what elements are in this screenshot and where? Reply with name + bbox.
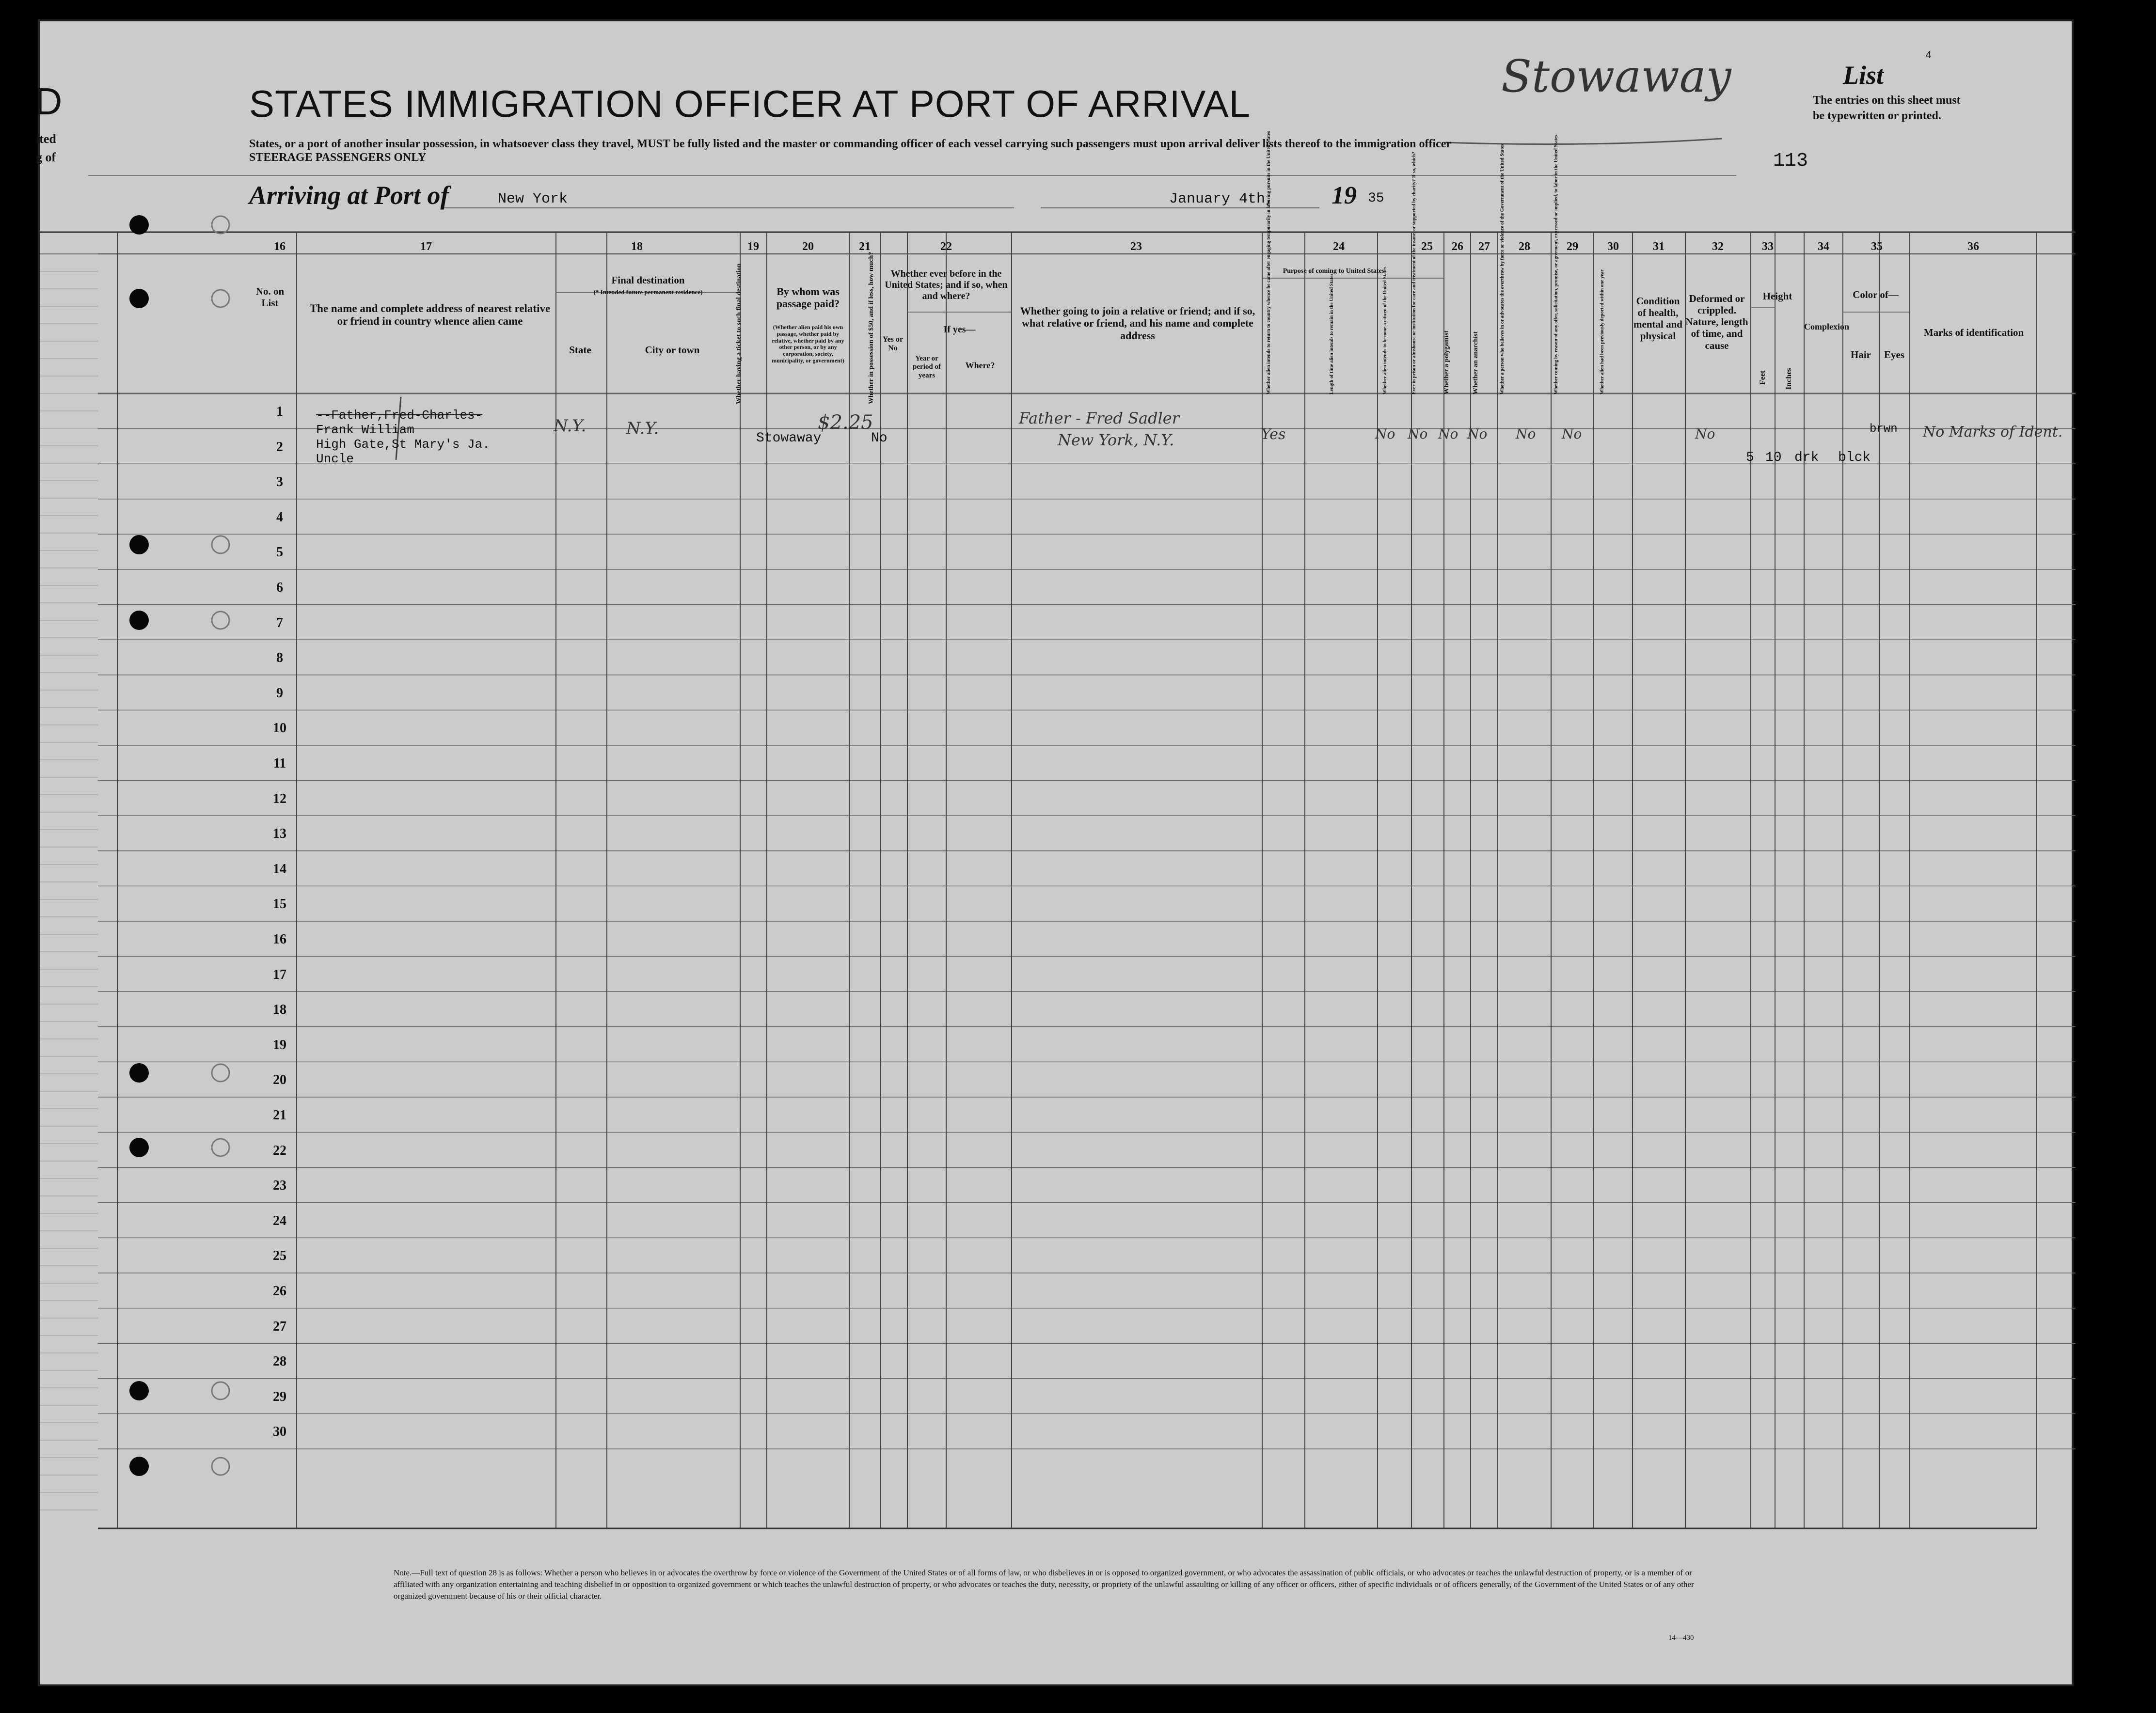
col24c-header: Whether alien intends to become a citizen of the United States bbox=[1382, 267, 1388, 394]
col19-header: Whether having a ticket to such final destination bbox=[735, 263, 743, 404]
col20-note: (Whether alien paid his own passage, whether paid by relative, whether paid by any other person, or by any corporation, society, municipality, or government) bbox=[772, 324, 844, 364]
relative-relation: Uncle bbox=[316, 452, 354, 466]
row-number: 26 bbox=[273, 1284, 286, 1299]
year-suffix: 35 bbox=[1368, 191, 1384, 206]
purpose-value: Yes bbox=[1261, 426, 1286, 443]
form-title: STATES IMMIGRATION OFFICER AT PORT OF ARRIVAL bbox=[249, 82, 1251, 125]
port-value: New York bbox=[498, 191, 568, 207]
col31-header: Condition of health, mental and physical bbox=[1633, 295, 1682, 342]
row-number: 7 bbox=[276, 615, 283, 630]
punch-hole bbox=[129, 1457, 149, 1476]
col22-header: Whether ever before in the United States; and if so, when and where? bbox=[885, 268, 1008, 301]
relative-name: Frank William bbox=[316, 423, 414, 437]
entries-note-1: The entries on this sheet must bbox=[1813, 94, 1961, 107]
col18-city: City or town bbox=[645, 344, 700, 356]
hole-reinforcement bbox=[212, 612, 229, 629]
edge-fragment-2: g of bbox=[36, 150, 56, 164]
hole-reinforcement bbox=[212, 1139, 229, 1156]
c25-value: No bbox=[1375, 426, 1395, 442]
col18-state: State bbox=[569, 344, 591, 356]
hair-value: blck bbox=[1838, 450, 1871, 465]
row-number: 15 bbox=[273, 896, 286, 912]
column-number: 29 bbox=[1567, 240, 1578, 253]
punch-hole bbox=[129, 535, 149, 554]
col22-where: Where? bbox=[965, 361, 995, 370]
punch-hole bbox=[129, 289, 149, 308]
column-number: 16 bbox=[274, 240, 285, 253]
row-number: 14 bbox=[273, 861, 286, 877]
row-number: 5 bbox=[276, 545, 283, 560]
col22-ifyes: If yes— bbox=[943, 324, 976, 335]
col33-header: Height bbox=[1762, 290, 1792, 302]
col16-header: No. on List bbox=[255, 285, 285, 309]
column-number: 33 bbox=[1762, 240, 1774, 253]
steerage-label: STEERAGE PASSENGERS ONLY bbox=[249, 151, 427, 164]
hole-reinforcement bbox=[212, 1064, 229, 1082]
handwritten-underline bbox=[1445, 139, 1722, 144]
column-number: 31 bbox=[1653, 240, 1665, 253]
row-number: 23 bbox=[273, 1178, 286, 1194]
edge-fragment-1: ited bbox=[36, 132, 56, 146]
column-number: 36 bbox=[1967, 240, 1979, 253]
col35-header: Color of— bbox=[1853, 289, 1899, 300]
column-number: 26 bbox=[1452, 240, 1463, 253]
punch-hole bbox=[129, 215, 149, 235]
column-number: 22 bbox=[940, 240, 952, 253]
row-number: 10 bbox=[273, 721, 286, 736]
instruction-line: States, or a port of another insular possession, in whatsoever class they travel, MUST be fully listed and the master or commanding officer of each vessel carrying such passengers must upon arrival deliver lists thereof to the immigration officer bbox=[249, 138, 1452, 150]
list-number: 4 bbox=[1925, 49, 1932, 62]
row-number: 13 bbox=[273, 826, 286, 842]
money-value: $2.25 bbox=[818, 411, 873, 434]
ever-before-value: No bbox=[871, 431, 888, 446]
hole-reinforcement bbox=[212, 1458, 229, 1475]
row-number: 9 bbox=[276, 685, 283, 701]
column-number: 34 bbox=[1818, 240, 1829, 253]
punch-hole bbox=[129, 1063, 149, 1083]
row-number: 24 bbox=[273, 1213, 286, 1228]
column-number: 28 bbox=[1519, 240, 1530, 253]
col26-header: Whether a polygamist bbox=[1443, 330, 1450, 394]
dest-state: N.Y. bbox=[554, 416, 587, 436]
column-number: 24 bbox=[1333, 240, 1345, 253]
c30-value: No bbox=[1562, 426, 1582, 442]
row-number: 8 bbox=[276, 650, 283, 666]
relative-address: High Gate,St Mary's Ja. bbox=[316, 437, 490, 452]
row-number: 11 bbox=[273, 756, 286, 771]
column-number: 30 bbox=[1607, 240, 1619, 253]
col32-header: Deformed or crippled. Nature, length of time, and cause bbox=[1685, 293, 1748, 351]
row-number: 4 bbox=[276, 509, 283, 525]
row-number: 12 bbox=[273, 791, 286, 806]
col25-header: Ever in prison or almshouse or institution for care and treatment of the insane, or supported by charity? If so, which? bbox=[1411, 152, 1417, 394]
join-value: Father - Fred Sadler bbox=[1019, 409, 1180, 427]
row-number: 6 bbox=[276, 580, 283, 595]
complexion-value: drk bbox=[1794, 450, 1819, 465]
c32-value: No bbox=[1695, 426, 1715, 442]
row-number: 28 bbox=[273, 1354, 286, 1369]
col36-header: Marks of identification bbox=[1923, 327, 2024, 338]
height-feet: 5 bbox=[1746, 450, 1754, 465]
list-label: List bbox=[1843, 61, 1884, 90]
row-number: 2 bbox=[276, 439, 283, 455]
binder-holes bbox=[40, 21, 2076, 1688]
manifest-sheet bbox=[35, 19, 2074, 1686]
column-number: 32 bbox=[1712, 240, 1724, 253]
c26-value: No bbox=[1408, 426, 1428, 442]
row-number: 29 bbox=[273, 1389, 286, 1404]
stowaway-stamp: Stowaway bbox=[1501, 50, 1731, 102]
col21-header: Whether in possession of $50, and if less, how much? bbox=[868, 251, 875, 404]
paid-by: Stowaway bbox=[756, 431, 822, 446]
dest-city: N.Y. bbox=[626, 419, 659, 438]
arriving-label: Arriving at Port of bbox=[249, 181, 449, 210]
row-number: 16 bbox=[273, 932, 286, 947]
col33-feet: Feet bbox=[1759, 370, 1767, 385]
hole-reinforcement bbox=[212, 536, 229, 553]
c27-value: No bbox=[1438, 426, 1458, 442]
row-number: 30 bbox=[273, 1424, 286, 1440]
eyes-value: brwn bbox=[1870, 423, 1898, 436]
row-number: 1 bbox=[276, 404, 283, 419]
column-number: 19 bbox=[747, 240, 759, 253]
column-number: 27 bbox=[1478, 240, 1490, 253]
row-number: 19 bbox=[273, 1037, 286, 1053]
col33-inches: Inches bbox=[1785, 368, 1793, 390]
join-address: New York, N.Y. bbox=[1058, 431, 1174, 449]
hole-reinforcement bbox=[212, 290, 229, 307]
col35-eyes: Eyes bbox=[1884, 349, 1904, 361]
column-number: 25 bbox=[1421, 240, 1433, 253]
column-number: 18 bbox=[631, 240, 643, 253]
row-number: 25 bbox=[273, 1248, 286, 1264]
row-number: 22 bbox=[273, 1143, 286, 1158]
edge-letter: D bbox=[35, 80, 63, 123]
entries-note-2: be typewritten or printed. bbox=[1813, 110, 1941, 122]
punch-hole bbox=[129, 1138, 149, 1157]
col17-header: The name and complete address of nearest relative or friend in country whence alien came bbox=[309, 302, 551, 328]
row-number: 27 bbox=[273, 1319, 286, 1334]
punch-hole bbox=[129, 611, 149, 630]
row-number: 3 bbox=[276, 474, 283, 490]
col24b-header: Length of time alien intends to remain in the United States bbox=[1329, 273, 1334, 394]
col30-header: Whether alien had been previously deported within one year bbox=[1600, 269, 1605, 394]
c28-value: No bbox=[1467, 426, 1488, 442]
sheet-number: 113 bbox=[1773, 150, 1808, 172]
hole-reinforcement bbox=[212, 216, 229, 234]
column-number: 23 bbox=[1130, 240, 1142, 253]
row-number: 18 bbox=[273, 1002, 286, 1018]
col24-header: Purpose of coming to United States bbox=[1283, 267, 1385, 275]
column-number: 35 bbox=[1871, 240, 1883, 253]
row-number: 21 bbox=[273, 1108, 286, 1123]
footnote: Note.—Full text of question 28 is as follows: Whether a person who believes in or advocates the overthrow by force or violence of the Government of the United States or of all forms of law, or who disbelieves in or is opposed to organized government, or who advocates the assassination of public officials, or who advocates or teaches the unlawful destruction of property, or is a member of or affiliated with any organization entertaining and teaching disbelief in or opposition to organized government or which teaches the unlawful destruction of property, or who advocates or teaches the duty, necessity, or propriety of the unlawful assaulting or killing of any officer or officers, either of specific individuals or of officers generally, of the Government of the United States or of any other organized government because of his or their official character. bbox=[394, 1568, 1694, 1601]
year-prefix: 19 bbox=[1332, 182, 1357, 209]
marks-value: No Marks of Ident. bbox=[1923, 424, 2063, 440]
height-inches: 10 bbox=[1765, 450, 1782, 465]
col18-note: (* Intended future permanent residence) bbox=[593, 288, 703, 296]
col28-header: Whether a person who believes in or advocates the overthrow by force or violence of the Government of the United States bbox=[1500, 144, 1505, 394]
date-value: January 4th, bbox=[1169, 191, 1274, 207]
column-number: 21 bbox=[859, 240, 871, 253]
col20-header: By whom was passage paid? bbox=[776, 285, 840, 310]
col29-header: Whether coming by reason of any offer, solicitation, promise, or agreement, expressed or implied, to labor in the United States bbox=[1554, 135, 1559, 394]
form-number: 14—430 bbox=[1668, 1634, 1694, 1642]
struck-name: --Father,Fred-Charles- bbox=[316, 408, 483, 423]
col22-yesno: Yes or No bbox=[882, 335, 904, 353]
row-number: 17 bbox=[273, 967, 286, 982]
row-number: 20 bbox=[273, 1072, 286, 1088]
hole-reinforcement bbox=[212, 1382, 229, 1399]
column-number: 17 bbox=[420, 240, 432, 253]
punch-hole bbox=[129, 1381, 149, 1400]
col27-header: Whether an anarchist bbox=[1472, 331, 1479, 394]
c29-value: No bbox=[1516, 426, 1536, 442]
col23-header: Whether going to join a relative or friend; and if so, what relative or friend, and his name and complete address bbox=[1020, 305, 1255, 342]
col22-period: Year or period of years bbox=[913, 355, 941, 379]
col18-header: Final destination bbox=[611, 274, 685, 286]
col35-hair: Hair bbox=[1851, 349, 1871, 361]
col34-header: Complexion bbox=[1804, 322, 1850, 331]
column-number: 20 bbox=[802, 240, 814, 253]
col24a-header: Whether alien intends to return to country whence he came after engaging temporarily in laboring pursuits in the United States bbox=[1266, 131, 1271, 394]
